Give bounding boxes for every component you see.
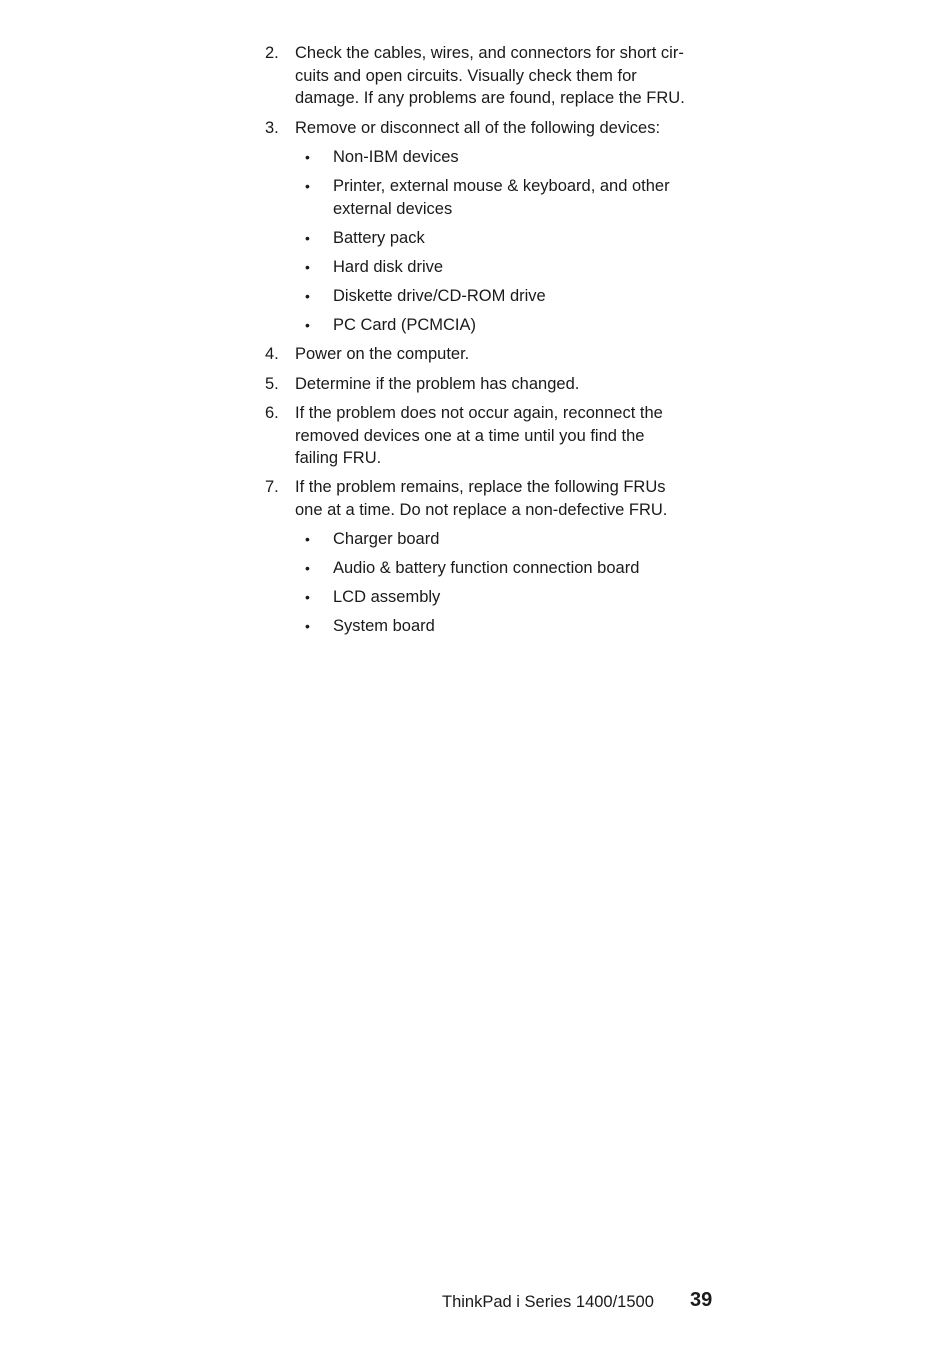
step-number: 3. [265,119,279,137]
bullet-icon: • [305,149,310,165]
bullet-icon: • [305,288,310,304]
bullet-icon: • [305,317,310,333]
step-text: If the problem remains, replace the following FRUs one at a time. Do not replace a non-defective FRU. [295,478,668,519]
step-text: If the problem does not occur again, reconnect the removed devices one at a time until you find the failing FRU. [295,404,663,467]
bullet-icon: • [305,589,310,605]
step-number: 6. [265,404,279,422]
step-text: Check the cables, wires, and connectors for short cir- cuits and open circuits. Visually check them for damage. If any problems are found, replace the FRU. [295,44,685,107]
step-text: Remove or disconnect all of the following devices: [295,119,661,137]
step-text: Power on the computer. [295,345,470,363]
step-number: 7. [265,478,279,496]
step-text: Determine if the problem has changed. [295,375,580,393]
step-number: 2. [265,44,279,62]
bullet-icon: • [305,230,310,246]
bullet-icon: • [305,259,310,275]
step-number: 5. [265,375,279,393]
bullet-icon: • [305,618,310,634]
bullet-icon: • [305,531,310,547]
footer-title: ThinkPad i Series 1400/1500 [442,1293,654,1311]
page-footer [442,1289,713,1314]
page-number: 39 [690,1289,713,1311]
step-number: 4. [265,345,279,363]
bullet-icon: • [305,178,310,194]
bullet-icon: • [305,560,310,576]
